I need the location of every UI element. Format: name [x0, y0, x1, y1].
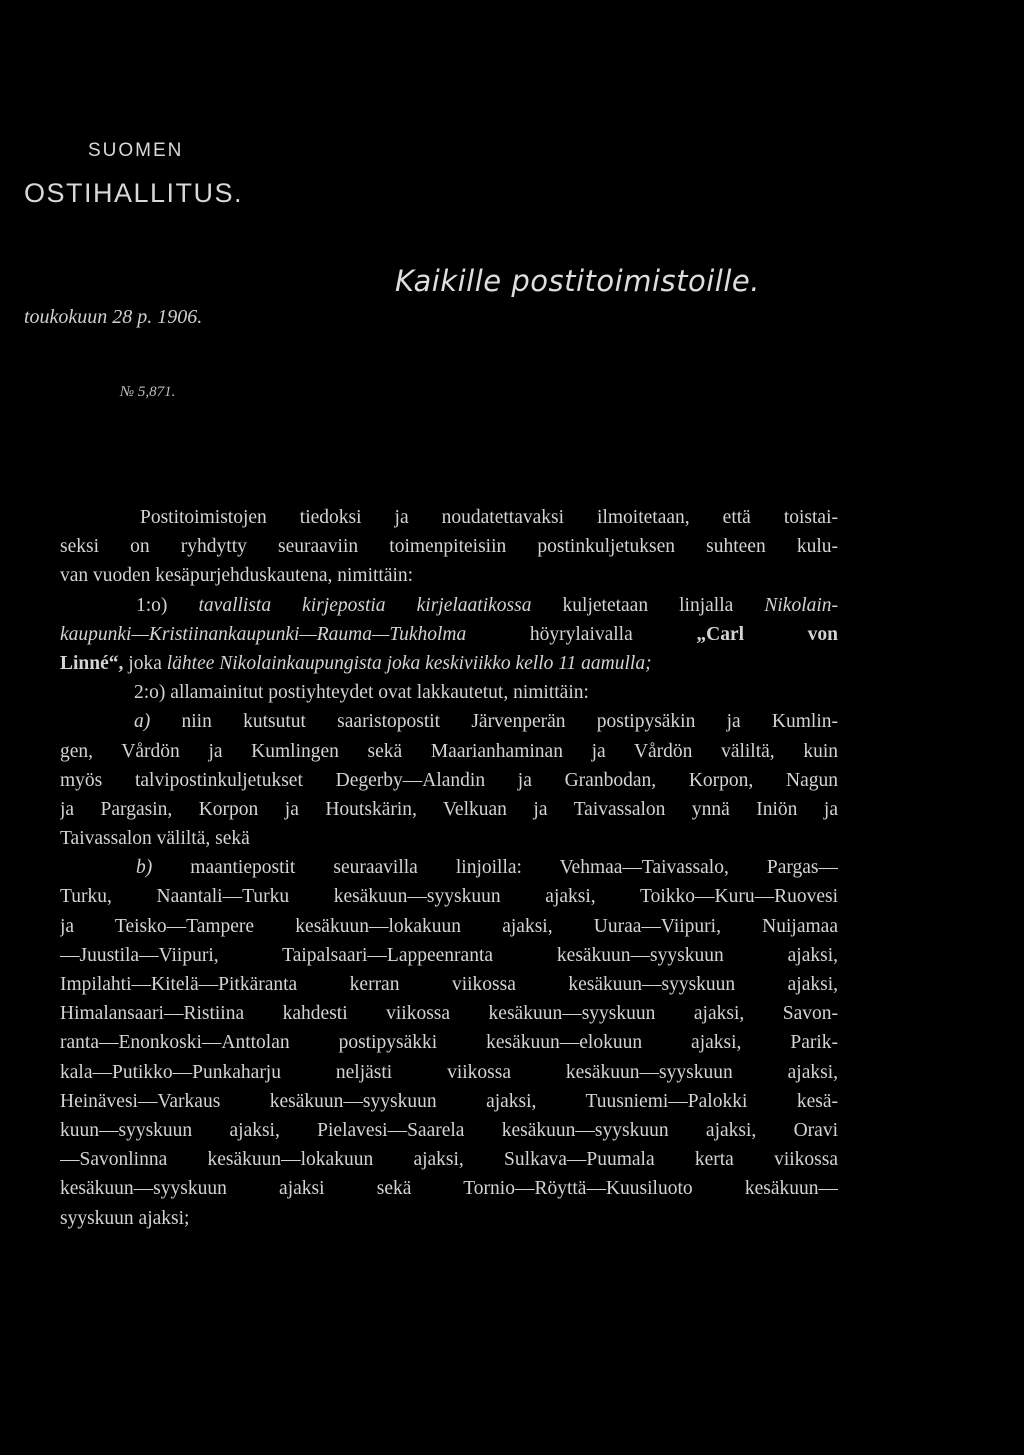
body-line: syyskuun ajaksi; [60, 1207, 190, 1229]
body-phrase: höyrylaivalla [529, 623, 633, 645]
body-line: Taivassalon väliltä, sekä [60, 828, 250, 850]
body-line [60, 707, 838, 736]
body-line [60, 649, 838, 678]
header-date: toukokuun 28 p. 1906. [24, 306, 203, 328]
italic-phrase: lähtee Nikolainkaupungista joka keskiviikko kello 11 aamulla; [166, 652, 652, 674]
item-marker: 1:o) [136, 594, 168, 616]
body-phrase: joka [128, 652, 162, 674]
body-phrase: kuljetetaan linjalla [562, 594, 734, 616]
body-line: ranta—Enonkoski—Anttolan postipysäkki kesäkuun—elokuun ajaksi, Parik- [60, 1032, 838, 1054]
body-line: Heinävesi—Varkaus kesäkuun—syyskuun ajaksi, Tuusniemi—Palokki kesä- [60, 1090, 838, 1112]
body-line: Turku, Naantali—Turku kesäkuun—syyskuun ajaksi, Toikko—Kuru—Ruovesi [60, 886, 838, 908]
body-line: seksi on ryhdytty seuraaviin toimenpiteisiin postinkuljetuksen suhteen kulu- [60, 536, 838, 558]
body-line [60, 591, 838, 620]
body-line: —Juustila—Viipuri, Taipalsaari—Lappeenranta kesäkuun—syyskuun ajaksi, [60, 944, 838, 966]
body-phrase: niin kutsutut saaristopostit Järvenperän postipysäkin ja Kumlin- [181, 711, 838, 733]
italic-phrase: tavallista kirjepostia kirjelaatikossa [198, 594, 532, 616]
italic-phrase: kaupunki—Kristiinankaupunki—Rauma—Tukholma [60, 623, 467, 645]
body-line: ja Pargasin, Korpon ja Houtskärin, Velkuan ja Taivassalon ynnä Iniön ja [60, 798, 838, 820]
header-country: SUOMEN [88, 140, 184, 161]
body-phrase: maantiepostit seuraavilla linjoilla: Vehmaa—Taivassalo, Pargas— [190, 857, 838, 879]
body-line: Impilahti—Kitelä—Pitkäranta kerran viikossa kesäkuun—syyskuun ajaksi, [60, 974, 838, 995]
body-line: myös talvipostinkuljetukset Degerby—Alandin ja Granbodan, Korpon, Nagun [60, 769, 838, 791]
body-line: gen, Vårdön ja Kumlingen sekä Maarianhaminan ja Vårdön väliltä, kuin [60, 740, 838, 762]
body-line: 2:o) allamainitut postiyhteydet ovat lakkautetut, nimittäin: [134, 682, 589, 704]
body-line: Himalansaari—Ristiina kahdesti viikossa kesäkuun—syyskuun ajaksi, Savon- [60, 1003, 838, 1025]
body-line: kuun—syyskuun ajaksi, Pielavesi—Saarela kesäkuun—syyskuun ajaksi, Oravi [60, 1119, 838, 1141]
header-office: OSTIHALLITUS. [24, 178, 244, 208]
body-line [60, 853, 838, 882]
body-text [60, 503, 838, 1233]
header-addressee: Kaikille postitoimistoille. [395, 264, 760, 298]
body-line: kesäkuun—syyskuun ajaksi sekä Tornio—Röyttä—Kuusiluoto kesäkuun— [60, 1178, 838, 1200]
body-line: —Savonlinna kesäkuun—lokakuun ajaksi, Sulkava—Puumala kerta viikossa [60, 1149, 838, 1171]
item-marker: a) [134, 711, 151, 733]
body-line: van vuoden kesäpurjehduskautena, nimittäin: [60, 565, 414, 587]
header-document-number: № 5,871. [120, 384, 176, 400]
ship-name: Linné“, [60, 652, 124, 674]
italic-phrase: Nikolain- [764, 594, 838, 616]
body-line: Postitoimistojen tiedoksi ja noudatettavaksi ilmoitetaan, että toistai- [140, 507, 838, 528]
item-marker: b) [136, 857, 153, 879]
body-line: ja Teisko—Tampere kesäkuun—lokakuun ajaksi, Uuraa—Viipuri, Nuijamaa [60, 915, 838, 937]
body-line [60, 620, 838, 649]
body-line: kala—Putikko—Punkaharju neljästi viikossa kesäkuun—syyskuun ajaksi, [60, 1061, 838, 1083]
ship-name: „Carl von [696, 623, 838, 645]
